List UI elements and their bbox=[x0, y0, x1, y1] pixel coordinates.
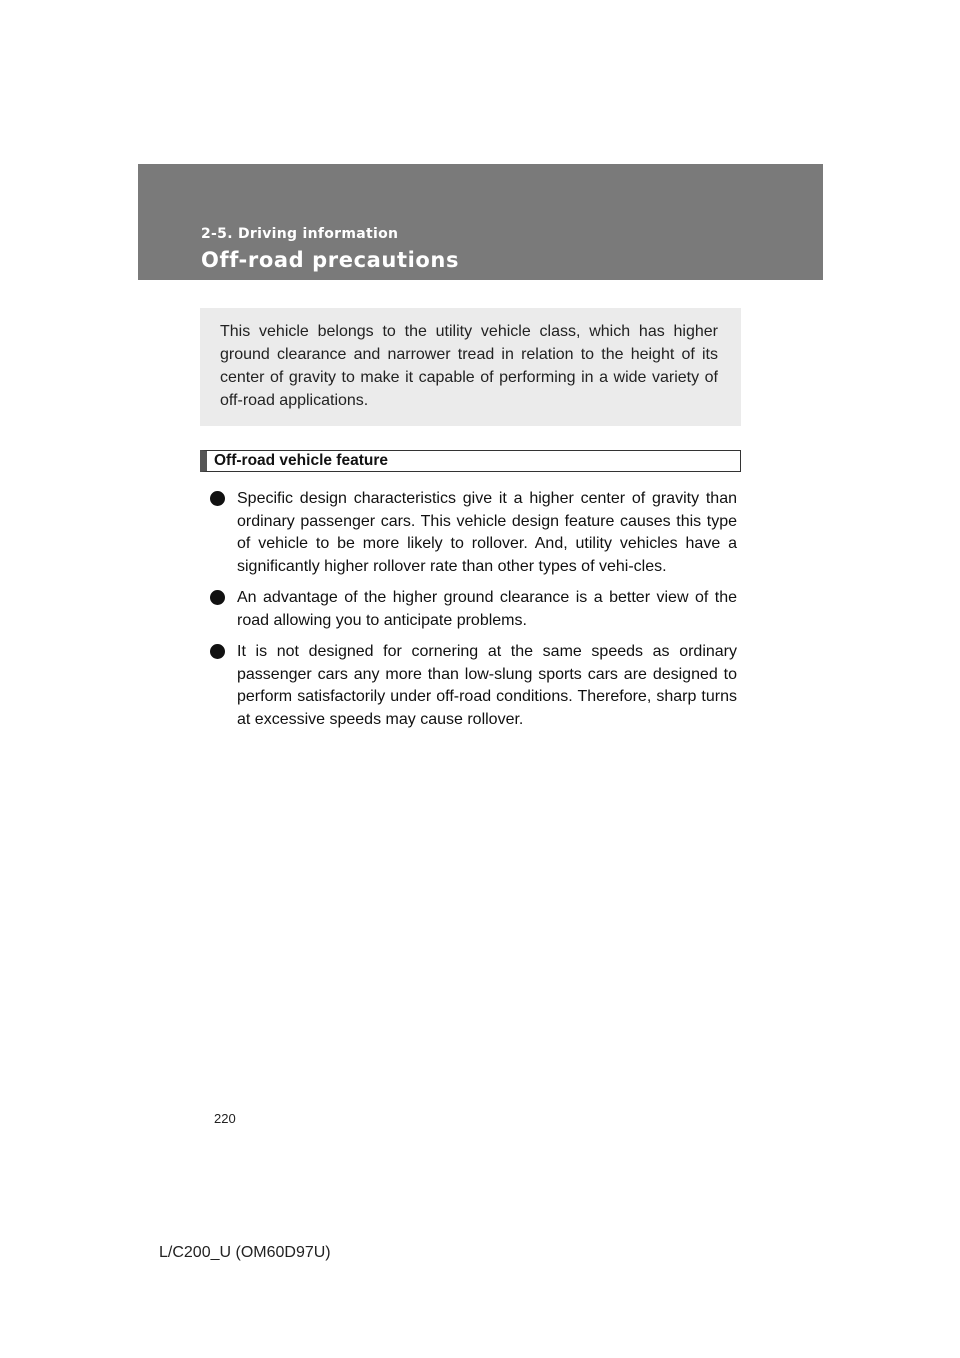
header-band bbox=[138, 164, 823, 280]
page-title: Off-road precautions bbox=[201, 248, 460, 272]
bullet-text: It is not designed for cornering at the same speeds as ordinary passenger cars any more than low-slung sports cars are designed to perform satisfactorily under off-road conditions. Therefore, sharp turns at excessive speeds may cause rollover. bbox=[237, 643, 737, 728]
bullet-icon bbox=[210, 644, 225, 659]
bullet-text: An advantage of the higher ground clearance is a better view of the road allowing you to anticipate problems. bbox=[237, 589, 737, 629]
list-item bbox=[210, 587, 737, 632]
document-code: L/C200_U (OM60D97U) bbox=[159, 1244, 331, 1261]
intro-text: This vehicle belongs to the utility vehicle class, which has higher ground clearance and narrower tread in relation to the height of its center of gravity to make it capable of performing in a wide variety of off-road applications. bbox=[220, 323, 718, 409]
intro-box bbox=[200, 308, 741, 426]
page-number: 220 bbox=[214, 1111, 236, 1126]
bullet-icon bbox=[210, 590, 225, 605]
list-item bbox=[210, 641, 737, 731]
bullet-icon bbox=[210, 491, 225, 506]
section-label: 2-5. Driving information bbox=[201, 226, 399, 242]
bullet-text: Specific design characteristics give it a higher center of gravity than ordinary passenger cars. This vehicle design feature causes this type of vehicle to be more likely to rollover. And, utility vehicles have a significantly higher rollover rate than other types of vehi-cles. bbox=[237, 490, 737, 575]
section-heading: Off-road vehicle feature bbox=[200, 450, 741, 472]
feature-bullet-list bbox=[210, 488, 737, 740]
list-item bbox=[210, 488, 737, 578]
